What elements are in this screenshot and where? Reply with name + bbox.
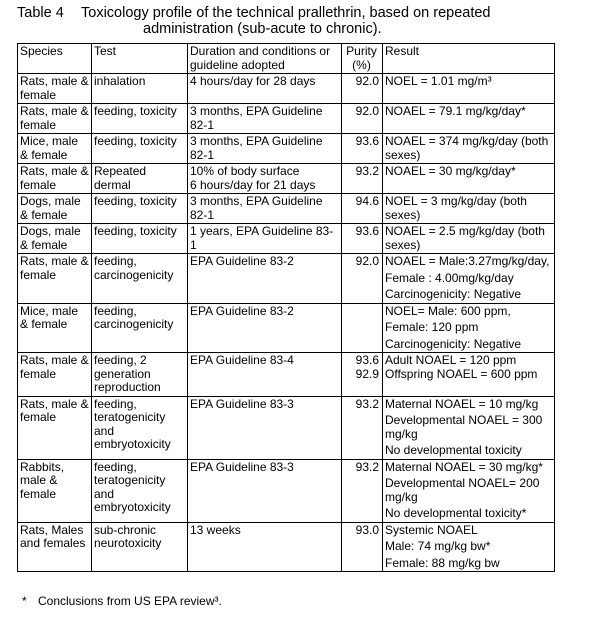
footnote	[22, 594, 222, 608]
cell-result-line: Carcinogenicity: Negative	[385, 336, 522, 351]
cell-purity: 94.6	[342, 194, 383, 224]
cell-test: inhalation	[92, 74, 188, 104]
cell-duration: 13 weeks	[188, 522, 342, 572]
cell-result-line: NOAEL = 2.5 mg/kg/day (both sexes)	[385, 224, 545, 252]
cell-purity: 92.0	[342, 74, 383, 104]
cell-duration: 3 months, EPA Guideline 82-1	[188, 104, 342, 134]
cell-result	[383, 353, 555, 397]
cell-test: feeding, carcinogenicity	[92, 303, 188, 353]
cell-duration: 3 months, EPA Guideline 82-1	[188, 194, 342, 224]
cell-species: Rabbits, male & female	[18, 459, 92, 522]
cell-result-line: Developmental NOAEL = 300 mg/kg	[385, 413, 543, 441]
cell-duration: EPA Guideline 83-3	[188, 459, 342, 522]
cell-purity: 92.0	[342, 104, 383, 134]
cell-result-line: NOAEL = 374 mg/kg/day (both sexes)	[385, 134, 549, 162]
table-row	[18, 164, 555, 194]
cell-species: Rats, male & female	[18, 254, 92, 304]
cell-result-line: Male: 74 mg/kg bw*	[385, 539, 491, 553]
toxicology-table	[17, 43, 555, 572]
table-title-line2: administration (sub-acute to chronic).	[143, 21, 382, 37]
cell-species: Rats, Males and females	[18, 522, 92, 572]
cell-species: Rats, male & female	[18, 164, 92, 194]
cell-test: feeding, 2 generation reproduction	[92, 353, 188, 397]
cell-species: Rats, male & female	[18, 353, 92, 397]
cell-duration-line: 6 hours/day for 21 days	[190, 177, 316, 192]
table-row	[18, 522, 555, 572]
cell-result	[383, 254, 555, 304]
table-title-line1: Toxicology profile of the technical prallethrin, based on repeated	[81, 5, 491, 21]
table-row	[18, 194, 555, 224]
table-row	[18, 74, 555, 104]
cell-duration-line: 10% of body surface	[190, 164, 300, 178]
cell-purity: 92.0	[342, 254, 383, 304]
cell-purity: 93.2	[342, 396, 383, 459]
header-purity: Purity (%)	[342, 44, 383, 74]
cell-result-line: NOEL = 3 mg/kg/day (both sexes)	[385, 194, 527, 222]
cell-test: feeding, toxicity	[92, 134, 188, 164]
cell-result	[383, 134, 555, 164]
table-row	[18, 104, 555, 134]
cell-result-line: Developmental NOAEL= 200 mg/kg	[385, 476, 540, 504]
cell-result	[383, 303, 555, 353]
cell-result-line: Maternal NOAEL = 10 mg/kg	[385, 396, 539, 411]
cell-test: feeding, toxicity	[92, 104, 188, 134]
cell-duration: 1 years, EPA Guideline 83-1	[188, 224, 342, 254]
table-row	[18, 459, 555, 522]
table-label: Table 4	[17, 5, 64, 21]
cell-duration: 4 hours/day for 28 days	[188, 74, 342, 104]
table-title	[81, 5, 577, 37]
cell-test: feeding, carcinogenicity	[92, 254, 188, 304]
cell-result-line: Maternal NOAEL = 30 mg/kg*	[385, 459, 543, 474]
cell-result-line: Female: 88 mg/kg bw	[385, 555, 500, 570]
cell-result	[383, 104, 555, 134]
cell-species: Rats, male & female	[18, 104, 92, 134]
table-row	[18, 224, 555, 254]
header-species: Species	[18, 44, 92, 74]
cell-duration: EPA Guideline 83-2	[188, 303, 342, 353]
cell-result	[383, 459, 555, 522]
cell-purity: 93.2	[342, 164, 383, 194]
cell-result-line: Female : 4.00mg/kg/day	[385, 270, 514, 285]
cell-result-line: Female: 120 ppm	[385, 320, 479, 334]
cell-purity-line: 92.9	[355, 366, 379, 381]
cell-result-line: NOEL = 1.01 mg/m³	[385, 74, 492, 88]
footnote-marker: *	[22, 594, 27, 608]
cell-result-line: Offspring NOAEL = 600 ppm	[385, 366, 538, 381]
cell-purity: 93.6	[342, 134, 383, 164]
table-row	[18, 303, 555, 353]
table-row	[18, 353, 555, 397]
cell-result-line: No developmental toxicity	[385, 443, 522, 457]
cell-result-line: NOEL= Male: 600 ppm,	[385, 303, 511, 318]
cell-purity	[342, 303, 383, 353]
cell-purity: 93.6	[342, 224, 383, 254]
cell-test: sub-chronic neurotoxicity	[92, 522, 188, 572]
table-body	[18, 74, 555, 572]
cell-result-line: NOAEL = 30 mg/kg/day*	[385, 164, 516, 178]
cell-species: Dogs, male & female	[18, 194, 92, 224]
cell-result-line: Carcinogenicity: Negative	[385, 287, 522, 301]
cell-result-line: Adult NOAEL = 120 ppm	[385, 353, 517, 367]
cell-duration	[188, 164, 342, 194]
cell-purity-line: 93.6	[355, 353, 379, 367]
cell-result-line: NOAEL = Male:3.27mg/kg/day,	[385, 254, 550, 268]
cell-purity: 93.2	[342, 459, 383, 522]
cell-test: feeding, toxicity	[92, 224, 188, 254]
cell-test: feeding, toxicity	[92, 194, 188, 224]
header-result: Result	[383, 44, 555, 74]
cell-duration: 3 months, EPA Guideline 82-1	[188, 134, 342, 164]
cell-result-line: NOAEL = 79.1 mg/kg/day*	[385, 104, 526, 118]
cell-species: Mice, male & female	[18, 303, 92, 353]
cell-result	[383, 224, 555, 254]
cell-test: Repeated dermal	[92, 164, 188, 194]
header-duration: Duration and conditions or guideline adopted	[188, 44, 342, 74]
cell-test: feeding, teratogenicity and embryotoxicity	[92, 459, 188, 522]
table-row	[18, 396, 555, 459]
cell-test: feeding, teratogenicity and embryotoxicity	[92, 396, 188, 459]
table-caption	[17, 5, 577, 37]
footnote-text: Conclusions from US EPA review³.	[38, 594, 222, 608]
header-test: Test	[92, 44, 188, 74]
cell-purity	[342, 353, 383, 397]
cell-result-line: Systemic NOAEL	[385, 522, 478, 537]
cell-duration: EPA Guideline 83-4	[188, 353, 342, 397]
cell-species: Rats, male & female	[18, 74, 92, 104]
table-row	[18, 254, 555, 304]
cell-duration: EPA Guideline 83-3	[188, 396, 342, 459]
cell-result	[383, 396, 555, 459]
cell-species: Mice, male & female	[18, 134, 92, 164]
table-row	[18, 134, 555, 164]
header-row	[18, 44, 555, 74]
cell-species: Dogs, male & female	[18, 224, 92, 254]
cell-result	[383, 522, 555, 572]
cell-duration: EPA Guideline 83-2	[188, 254, 342, 304]
cell-species: Rats, male & female	[18, 396, 92, 459]
cell-result	[383, 74, 555, 104]
cell-result-line: No developmental toxicity*	[385, 506, 527, 520]
cell-purity: 93.0	[342, 522, 383, 572]
cell-result	[383, 194, 555, 224]
cell-result	[383, 164, 555, 194]
